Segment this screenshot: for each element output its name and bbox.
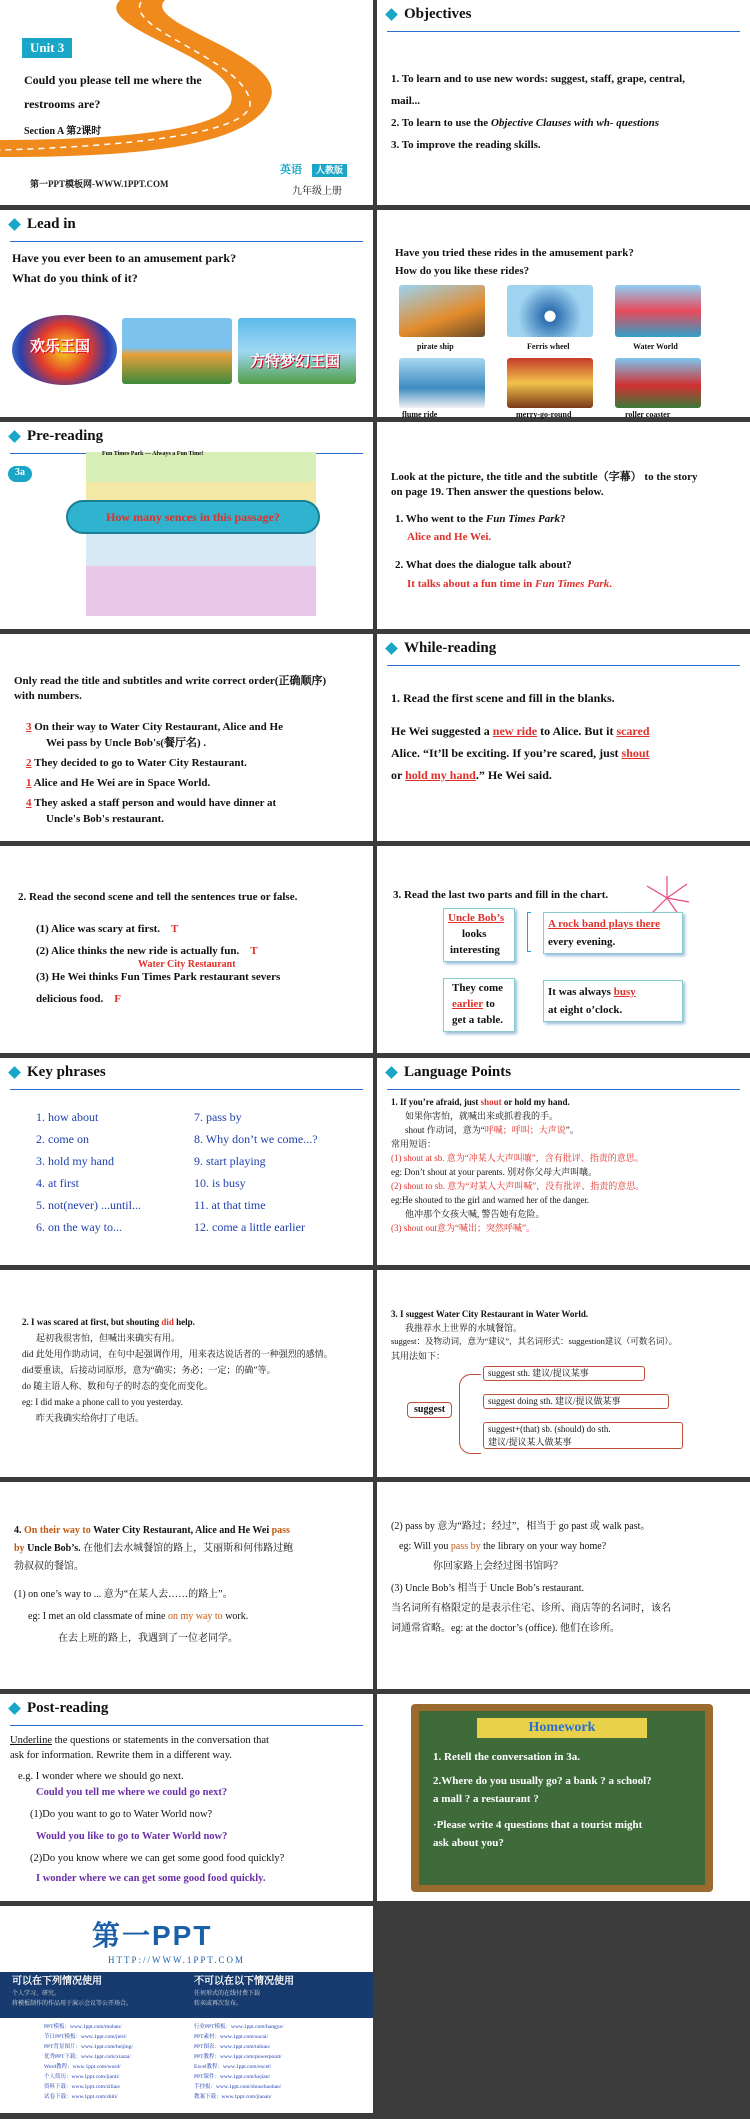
homework-3: ·Please write 4 questions that a tourist might [433,1819,643,1831]
suggest-center: suggest [407,1402,452,1418]
tf-s2: (2) Alice thinks the new ride is actually fun. T [36,945,258,957]
lp-l5: (1) shout at sb. 意为“冲某人大声叫嚷”，含有批评、指责的意思。 [391,1153,644,1163]
post-e1: e.g. I wonder where we should go next. [18,1771,184,1782]
lp-l4: 常用短语： [391,1139,437,1149]
tf-s3b: delicious food. F [36,993,121,1005]
order-item-1: 3 On their way to Water City Restaurant, Alice and He [26,721,283,733]
post-e3: (1)Do you want to go to Water World now? [30,1809,213,1820]
ride-label-4: merry-go-round [516,410,572,419]
lp-l1: 1. If you’re afraid, just shout or hold my hand. [391,1097,570,1107]
chart-box-uncle-bobs: Uncle Bob’s looks interesting [443,908,515,962]
post-e4: Would you like to go to Water World now? [36,1831,228,1842]
tf-correction: Water City Restaurant [138,959,236,970]
suggest-brace [459,1374,481,1454]
while-line-3: or hold my hand.” He Wei said. [391,768,552,782]
did-l5: eg: I did make a phone call to you yesterday. [22,1397,183,1407]
slide-ordering [0,634,373,841]
pre-a2: It talks about a fun time in Fun Times Park. [407,578,612,590]
lead-q2: What do you think of it? [12,271,138,285]
way-title: 4. On their way to Water City Restaurant, Alice and He Wei pass by Uncle Bob’s. 在他们去水城餐馆的路上，艾丽斯和何伟路过鲍 勃叔叔的餐馆。 [14,1525,294,1572]
lp-l3: shout 作动词，意为“呼喊；呼叫；大声说”。 [405,1125,579,1135]
tf-s3: (3) He Wei thinks Fun Times Park restaurant severs [36,971,281,983]
pre-intro-1: Look at the picture, the title and the subtitle（字幕） to the story [391,471,698,483]
homework-2b: a mall ? a restaurant ? [433,1793,539,1805]
pass-l5: 当名词所有格限定的是表示住宅、诊所、商店等的名词时，该名 [391,1603,671,1614]
ride-image-water-world [615,285,701,337]
objective-1b: mail... [391,95,421,107]
slide-chart [377,846,750,1053]
lp-l6: eg: Don’t shout at your parents. 别对你父母大声叫嚷。 [391,1167,598,1177]
ride-image-pirate-ship [399,285,485,337]
ride-label-0: pirate ship [417,342,454,351]
park-image-2 [122,318,232,384]
title-line2: restrooms are? [24,97,101,111]
promo-can-sub: 个人学习、研究。 [12,1991,61,1997]
homework-title: Homework [477,1718,647,1738]
site-label: 第一PPT模板网-WWW.1PPT.COM [30,179,169,189]
order-intro-2: with numbers. [14,690,82,702]
pass-l4: (3) Uncle Bob’s 相当于 Uncle Bob’s restaurant. [391,1583,585,1594]
objective-3: 3. To improve the reading skills. [391,139,541,151]
ride-label-2: Water World [633,342,678,351]
promo-url: HTTP://WWW.1PPT.COM [108,1955,246,1965]
phrases-left [36,1106,141,1238]
slide-language-points [377,1058,750,1265]
slide-post-reading [0,1694,373,1901]
chart-box-come-earlier: They come earlier to get a table. [443,978,515,1032]
way-b2: eg: I met an old classmate of mine on my way to work. [28,1611,249,1622]
objective-1: 1. To learn and to use new words: suggest, staff, grape, central, [391,73,685,85]
slide-pre-reading [0,422,373,629]
chart-connector-1 [527,912,531,952]
pass-l1: (2) pass by 意为“路过；经过”，相当于 go past 或 walk past。 [391,1521,651,1532]
homework-1: 1. Retell the conversation in 3a. [433,1751,580,1763]
lead-q1: Have you ever been to an amusement park? [12,251,237,265]
badge-3a: 3a [8,466,32,482]
question-bubble: How many sences in this passage? [66,500,320,534]
while-line-1: He Wei suggested a new ride to Alice. But it scared [391,724,650,738]
post-reading-header: Post-reading [10,1700,108,1726]
chart-box-busy: It was always busy at eight o’clock. [543,980,683,1022]
slide-pre-reading-questions [377,422,750,629]
suggest-b1: suggest sth. 建议/提议某事 [483,1366,645,1381]
post-e6: I wonder where we can get some good food quickly. [36,1873,266,1884]
suggest-b2: suggest doing sth. 建议/提议做某事 [483,1394,669,1409]
slide-did-help [0,1270,373,1477]
order-item-2: 2 They decided to go to Water City Restaurant. [26,757,247,769]
slide-title [0,0,373,205]
lp-l2: 如果你害怕，就喊出来或抓着我的手。 [405,1111,559,1121]
slide-suggest [377,1270,750,1477]
pre-reading-header: Pre-reading [10,428,103,454]
tf-s1: (1) Alice was scary at first. T [36,923,179,935]
slide-on-the-way [0,1482,373,1689]
post-e2: Could you tell me where we could go next? [36,1787,228,1798]
order-intro-1: Only read the title and subtitles and write correct order(正确顺序) [14,675,327,687]
way-b1: (1) on one’s way to ... 意为“在某人去……的路上”。 [14,1589,233,1600]
post-i1: Underline the questions or statements in the conversation that [10,1735,269,1746]
phrase-4: 4. at first [36,1176,79,1190]
promo-cannot: 不可以在以下情况使用 [194,1976,294,1987]
did-l4: do 随主语人称、数和句子的时态的变化而变化。 [22,1381,214,1391]
promo-can: 可以在下列情况使用 [12,1976,102,1987]
slide-lead-in [0,210,373,417]
chart-instruction: 3. Read the last two parts and fill in the chart. [393,889,609,901]
suggest-l3: 其用法如下： [391,1351,446,1361]
post-e5: (2)Do you know where we can get some good food quickly? [30,1853,285,1864]
phrase-11: 11. at that time [194,1198,266,1212]
title-line1: Could you please tell me where the [24,73,202,87]
ride-label-3: flume ride [402,410,438,419]
lp-l9: 他冲那个女孩大喊, 警告她有危险。 [405,1209,545,1219]
ride-label-1: Ferris wheel [527,342,570,351]
tf-instruction: 2. Read the second scene and tell the sentences true or false. [18,891,298,903]
slide-homework [377,1694,750,1901]
suggest-title: 3. I suggest Water City Restaurant in Water World. [391,1309,589,1319]
slide-objectives [377,0,750,205]
phrase-7: 7. pass by [194,1110,242,1124]
key-phrases-header: Key phrases [10,1064,106,1090]
phrases-right [194,1106,318,1238]
suggest-b3: suggest+(that) sb. (should) do sth. 建议/提议某人做某事 [483,1422,683,1449]
pre-q1: 1. Who went to the Fun Times Park? [395,513,566,525]
did-l3: did要重读，后接动词原形，意为“确实；务必；一定；的确”等。 [22,1365,276,1375]
rides-q2: How do you like these rides? [395,265,530,277]
objectives-header: Objectives [387,6,471,32]
lp-l10: (3) shout out意为“喊出；突然呼喊”。 [391,1223,535,1233]
phrase-2: 2. come on [36,1132,89,1146]
ride-image-flume [399,358,485,408]
post-i2: ask for information. Rewrite them in a different way. [10,1750,232,1761]
phrase-8: 8. Why don’t we come...? [194,1132,318,1146]
promo-links-left[interactable]: PPT模板：www.1ppt.com/moban/ 节日PPT模板：www.1ppt.com/jieri/ PPT背景图片：www.1ppt.com/beijing/ 优秀PPT下载：www.1ppt.com/xiazai/ Word教程：www.1ppt.com/word/ 个人简历：www.1ppt.com/jianli/ 资料下载：www.1ppt.com/ziliao/ 试卷下载：www.1ppt.com/shiti/ [44,2024,133,2100]
slide-promo [0,1906,373,2113]
order-item-4: 4 They asked a staff person and would have dinner at [26,797,277,809]
pre-a1: Alice and He Wei. [407,531,492,543]
promo-logo: 第一PPT [92,1920,213,1951]
while-line-2: Alice. “It’ll be exciting. If you’re scared, just shout [391,746,650,760]
did-l1: 起初我很害怕，但喊出来确实有用。 [36,1333,181,1343]
lead-in-header: Lead in [10,216,76,242]
order-item-3: 1 Alice and He Wei are in Space World. [26,777,211,789]
did-title: 2. I was scared at first, but shouting did help. [22,1317,195,1327]
slide-while-reading [377,634,750,841]
rides-q1: Have you tried these rides in the amusement park? [395,247,634,259]
lp-l7: (2) shout to sb. 意为“对某人大声叫喊”，没有批评、指责的意思。 [391,1181,645,1191]
order-item-4b: Uncle's Bob's restaurant. [46,813,165,825]
pass-l3: 你回家路上会经过图书馆吗？ [433,1561,563,1572]
subject-label: 英语 [280,164,302,176]
ride-image-merry-go-round [507,358,593,408]
pre-intro-2: on page 19. Then answer the questions below. [391,486,604,498]
phrase-6: 6. on the way to... [36,1220,122,1234]
passage-block-1: Fun Times Park — Always a Fun Time! [86,452,316,482]
homework-3b: ask about you? [433,1837,504,1849]
section-label: Section A 第2课时 [24,126,102,137]
objective-2: 2. To learn to use the Objective Clauses with wh- questions [391,117,660,129]
ride-image-roller-coaster [615,358,701,408]
passage-block-4 [86,566,316,616]
grade-label: 九年级上册 [292,186,342,197]
way-b3: 在去上班的路上，我遇到了一位老同学。 [58,1633,238,1644]
park-image-3: 方特梦幻王国 [238,318,356,384]
phrase-3: 3. hold my hand [36,1154,114,1168]
park-image-1: 欢乐王国 [12,315,117,385]
did-l2: did 此处用作助动词，在句中起强调作用，用来表达说话者的一种强烈的感情。 [22,1349,333,1359]
promo-links-right[interactable]: 行业PPT模板：www.1ppt.com/hangye/ PPT素材：www.1ppt.com/sucai/ PPT图表：www.1ppt.com/tubiao/ PPT教程：www.1ppt.com/powerpoint/ Excel教程：www.1ppt.com/excel/ PPT课件：www.1ppt.com/kejian/ 手抄报：www.1ppt.com/shouchaobao/ 教案下载：www.1ppt.com/jiaoan/ [194,2024,284,2100]
pass-l2: eg: Will you pass by the library on your way home? [399,1541,607,1552]
suggest-l1: 我推荐水上世界的水城餐馆。 [405,1323,523,1333]
phrase-5: 5. not(never) ...until... [36,1198,141,1212]
pre-q2: 2. What does the dialogue talk about? [395,559,572,571]
lp-l8: eg:He shouted to the girl and warned her of the danger. [391,1195,590,1205]
suggest-l2: suggest：及物动词，意为“建议”，其名词形式：suggestion建议（可数名词）。 [391,1336,678,1346]
order-item-1b: Wei pass by Uncle Bob's(餐厅名) . [46,737,207,749]
did-l6: 昨天我确实给你打了电话。 [36,1413,145,1423]
ride-label-5: roller coaster [625,410,671,419]
slide-pass-by [377,1482,750,1689]
while-instruction: 1. Read the first scene and fill in the blanks. [391,691,615,705]
phrase-1: 1. how about [36,1110,99,1124]
pass-l6: 词通常省略。eg: at the doctor’s (office). 他们在诊所。 [391,1623,621,1634]
slide-key-phrases [0,1058,373,1265]
language-points-header: Language Points [387,1064,511,1090]
slide-rides [377,210,750,417]
publisher-badge: 人教版 [312,164,347,177]
promo-can-sub2: 将模板制作的作品用于演示会议等公开场合。 [12,2001,133,2007]
ride-image-ferris-wheel [507,285,593,337]
slide-true-false [0,846,373,1053]
promo-cannot-sub: 任何形式的在线付费下载 [194,1991,261,1997]
phrase-10: 10. is busy [194,1176,246,1190]
phrase-12: 12. come a little earlier [194,1220,305,1234]
chart-box-rock-band: A rock band plays there every evening. [543,912,683,954]
unit-badge: Unit 3 [22,38,72,58]
promo-cannot-sub2: 转卖或再次发布。 [194,2001,243,2007]
homework-2: 2.Where do you usually go? a bank ? a school? [433,1775,652,1787]
while-reading-header: While-reading [387,640,496,666]
phrase-9: 9. start playing [194,1154,266,1168]
